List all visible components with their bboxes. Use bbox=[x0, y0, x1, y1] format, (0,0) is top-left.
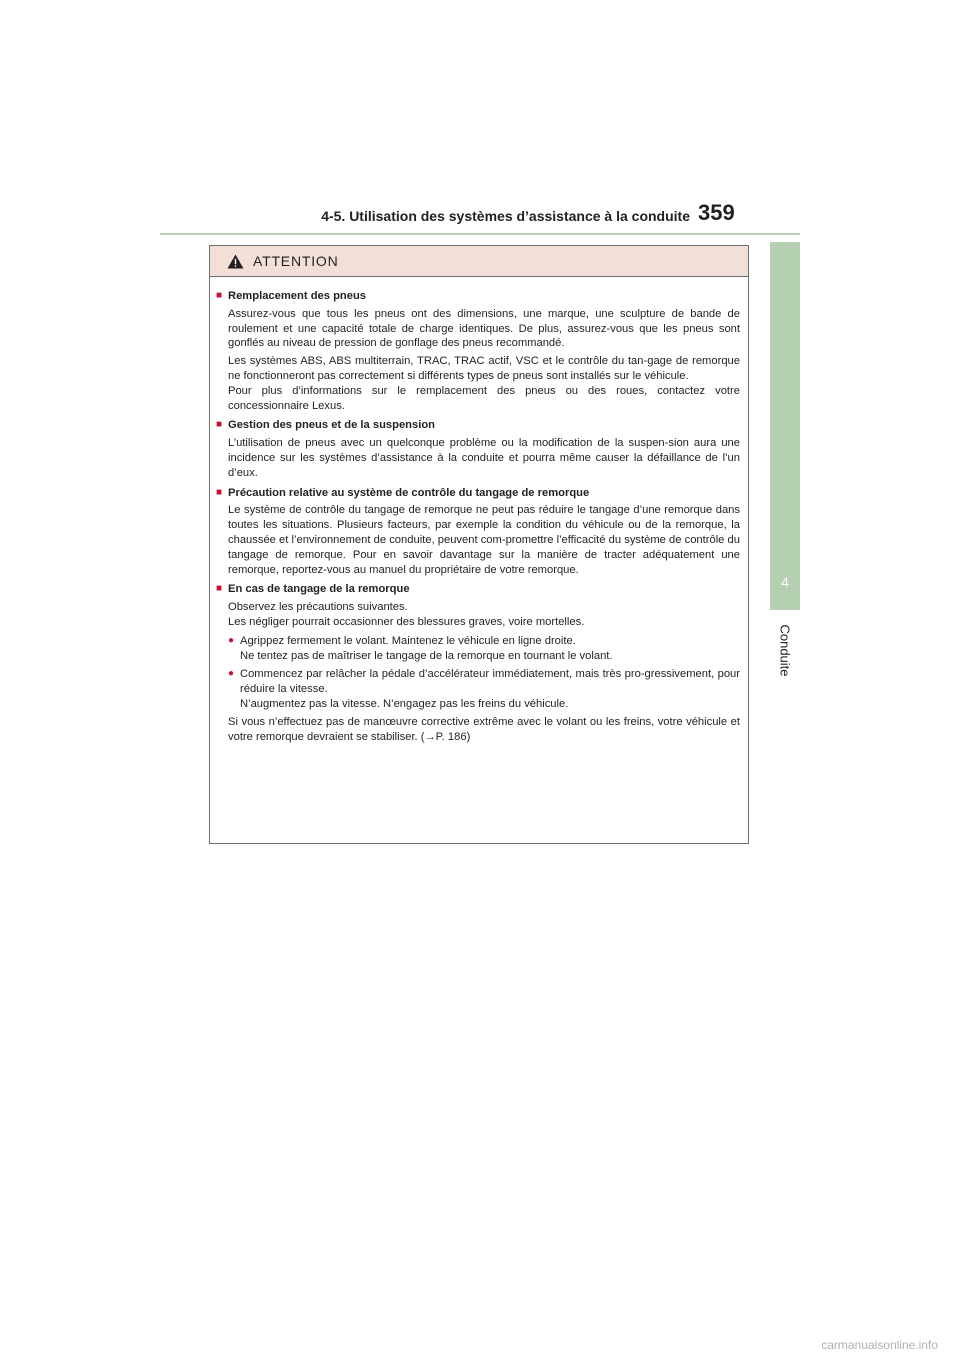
warning-triangle-icon bbox=[227, 254, 244, 269]
warning-section bbox=[216, 582, 740, 744]
square-bullet-icon: ■ bbox=[216, 486, 223, 498]
section-title: ■ Remplacement des pneus bbox=[216, 290, 367, 302]
warning-section bbox=[216, 289, 740, 413]
header-divider bbox=[160, 233, 800, 235]
chapter-tab bbox=[770, 242, 800, 610]
warning-section bbox=[216, 486, 740, 578]
chapter-tab-label: Conduite bbox=[777, 623, 793, 677]
list-item: ● Agrippez fermement le volant. Maintenez le véhicule en ligne droite. Ne tentez pas de maîtriser le tangage de la remorque en tournant le volant. bbox=[228, 634, 613, 662]
square-bullet-icon: ■ bbox=[216, 583, 223, 595]
square-bullet-icon: ■ bbox=[216, 290, 223, 301]
paragraph: Assurez-vous que tous les pneus ont des dimensions, une marque, une sculpture de bande de roulement et une capacité totale de charge identiques. De plus, assurez-vous que les pneus sont gonflés au niveau de pression de gonflage des pneus recommandé. bbox=[228, 307, 740, 350]
section-title: ■ Gestion des pneus et de la suspension bbox=[216, 419, 436, 432]
page-number: 359 bbox=[698, 200, 735, 225]
watermark: carmanualsonline.info bbox=[821, 1338, 938, 1352]
paragraph: Les systèmes ABS, ABS multiterrain, TRAC, TRAC actif, VSC et le contrôle du tan-gage de remorque ne fonctionneront pas correctement si différents types de pneus sont installés sur le véhicule. Pour plus d’informations sur le remplacement des pneus ou des roues, contactez votre concessionnaire Lexus. bbox=[228, 355, 740, 412]
paragraph: Le système de contrôle du tangage de remorque ne peut pas réduire le tangage d’une remorque dans toutes les situations. Plusieurs facteurs, par exemple la condition du véhicule ou de la remorque, la chaussée et l’environnement de conduite, peuvent com-promettre l’efficacité du système de contrôle du tangage de remorque. Pour en savoir davantage sur la manière de tracter adéquatement une remorque, reportez-vous au manuel du propriétaire de votre remorque. bbox=[228, 504, 740, 576]
paragraph: L’utilisation de pneus avec un quelconque problème ou la modification de la suspen-sion aura une incidence sur les systèmes d’assistance à la conduite et pourra même causer la défaillance de l’un d’eux. bbox=[228, 437, 740, 479]
warning-body bbox=[210, 277, 748, 744]
section-header-title: 4-5. Utilisation des systèmes d’assistance à la conduite bbox=[321, 208, 690, 224]
square-bullet-icon: ■ bbox=[216, 419, 223, 431]
warning-box bbox=[209, 245, 749, 844]
warning-section bbox=[216, 418, 740, 480]
list-item: ● Commencez par relâcher la pédale d’accélérateur immédiatement, mais très pro-gressivement, pour réduire la vitesse. N’augmentez pas la vitesse. N’engagez pas les freins du véhicule. bbox=[228, 668, 740, 710]
paragraph: Si vous n’effectuez pas de manœuvre corrective extrême avec le volant ou les freins, votre véhicule et votre remorque devraient se stabiliser. (→P. 186) bbox=[228, 715, 740, 743]
paragraph: Observez les précautions suivantes. Les négliger pourrait occasionner des blessures graves, voire mortelles. bbox=[228, 601, 585, 628]
section-title: ■ Précaution relative au système de contrôle du tangage de remorque bbox=[216, 486, 590, 499]
section-title: ■ En cas de tangage de la remorque bbox=[216, 583, 410, 596]
warning-header bbox=[210, 246, 748, 277]
chapter-tab-number: 4 bbox=[781, 574, 789, 590]
warning-label: ATTENTION bbox=[253, 253, 339, 269]
circle-bullet-icon: ● bbox=[228, 668, 235, 680]
circle-bullet-icon: ● bbox=[228, 634, 235, 646]
